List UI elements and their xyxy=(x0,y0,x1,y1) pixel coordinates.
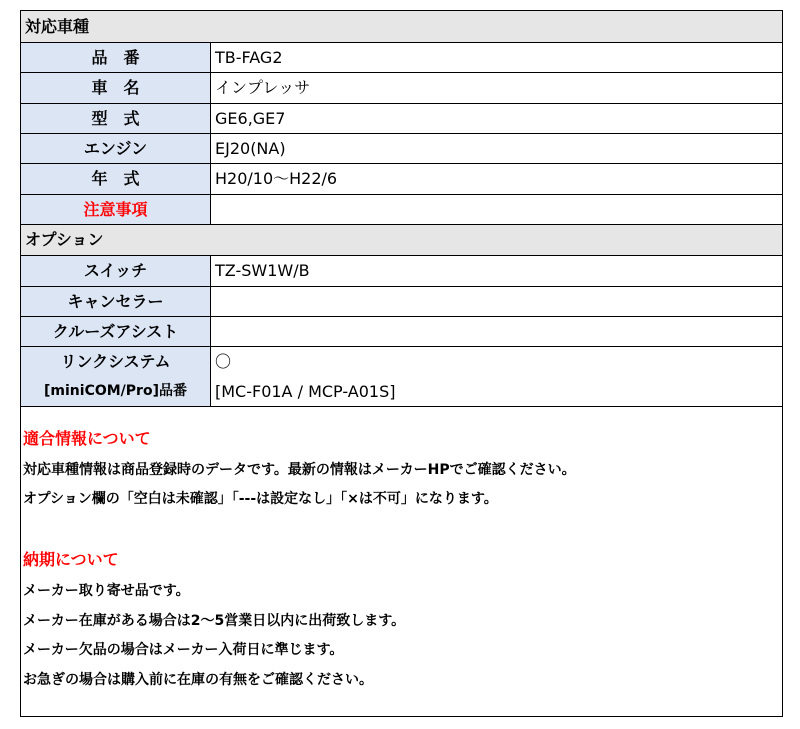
options-row-switch xyxy=(21,256,782,287)
note-line: オプション欄の「空白は未確認」「---は設定なし」「×は不可」になります。 xyxy=(23,491,498,507)
minicom-part-label: [miniCOM/Pro]品番 xyxy=(44,383,187,399)
row-value: TB-FAG2 xyxy=(215,48,283,67)
row-label xyxy=(21,347,211,406)
fitment-row-engine xyxy=(21,134,782,164)
row-label: 注意事項 xyxy=(21,195,211,224)
fitment-row-part-number xyxy=(21,43,782,73)
note-line: お急ぎの場合は購入前に在庫の有無をご確認ください。 xyxy=(23,672,373,688)
row-label: 年 式 xyxy=(21,164,211,194)
row-value: H20/10〜H22/6 xyxy=(215,169,338,188)
row-label: 品 番 xyxy=(21,43,211,72)
row-label: クルーズアシスト xyxy=(21,317,211,346)
options-row-canceller xyxy=(21,287,782,317)
row-value: GE6,GE7 xyxy=(215,109,286,128)
fitment-section-header: 対応車種 xyxy=(21,11,782,43)
row-label: エンジン xyxy=(21,134,211,163)
fitment-row-car-name xyxy=(21,73,782,104)
minicom-part-value: [MC-F01A / MCP-A01S] xyxy=(215,382,396,401)
row-label: 型 式 xyxy=(21,104,211,133)
link-system-value: 〇 xyxy=(215,352,232,371)
row-value: インプレッサ xyxy=(215,78,311,97)
row-label: スイッチ xyxy=(21,256,211,286)
note-line: メーカー在庫がある場合は2〜5営業日以内に出荷致します。 xyxy=(23,613,406,629)
link-system-label: リンクシステム xyxy=(60,352,171,371)
note-line: メーカー取り寄せ品です。 xyxy=(23,583,190,599)
options-row-link-system xyxy=(21,347,782,407)
options-row-cruise-assist xyxy=(21,317,782,347)
fitment-row-year xyxy=(21,164,782,195)
row-value xyxy=(215,347,395,406)
options-section-header: オプション xyxy=(21,225,782,256)
row-value: EJ20(NA) xyxy=(215,139,286,158)
fitment-row-model-code xyxy=(21,104,782,134)
note-line: 対応車種情報は商品登録時のデータです。最新の情報はメーカーHPでご確認ください。 xyxy=(23,462,576,478)
row-value: TZ-SW1W/B xyxy=(215,261,310,280)
row-label: キャンセラー xyxy=(21,287,211,316)
fitment-row-notes xyxy=(21,195,782,225)
row-label: 車 名 xyxy=(21,73,211,103)
fitment-sheet xyxy=(20,10,783,717)
note-line: メーカー欠品の場合はメーカー入荷日に準じます。 xyxy=(23,642,344,658)
delivery-heading: 納期について xyxy=(23,550,119,569)
notes-block xyxy=(21,407,782,717)
compat-heading: 適合情報について xyxy=(23,429,151,448)
